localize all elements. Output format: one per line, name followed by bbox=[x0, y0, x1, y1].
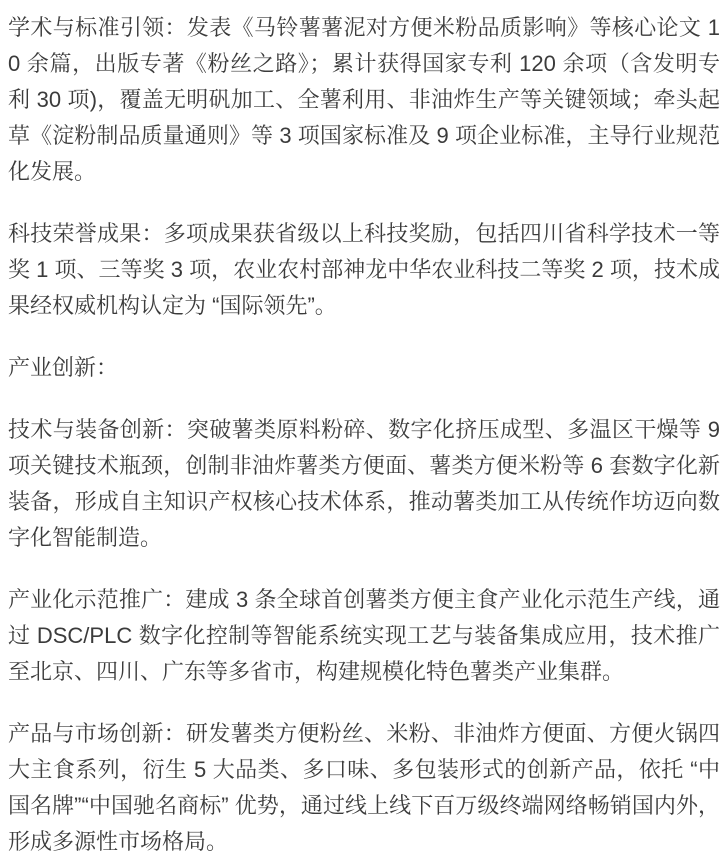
paragraph-tech-equipment-innovation: 技术与装备创新：突破薯类原料粉碎、数字化挤压成型、多温区干燥等 9 项关键技术瓶颈，创制非油炸薯类方便面、薯类方便米粉等 6 套数字化新装备，形成自主知识产权核心技术体系，推动薯类加工从传统作坊迈向数字化智能制造。 bbox=[8, 417, 720, 550]
paragraph-product-market-innovation: 产品与市场创新：研发薯类方便粉丝、米粉、非油炸方便面、方便火锅四大主食系列，衍生 5 大品类、多口味、多包装形式的创新产品，依托 “中国名牌”“中国驰名商标” 优势，通过线上线下百万级终端网络畅销国内外，形成多源性市场格局。 bbox=[8, 721, 720, 854]
paragraph-science-awards: 科技荣誉成果：多项成果获省级以上科技奖励，包括四川省科学技术一等奖 1 项、三等奖 3 项，农业农村部神龙中华农业科技二等奖 2 项，技术成果经权威机构认定为 “国际领先”。 bbox=[8, 221, 720, 318]
paragraph-industrialization-demo: 产业化示范推广：建成 3 条全球首创薯类方便主食产业化示范生产线，通过 DSC/PLC 数字化控制等智能系统实现工艺与装备集成应用，技术推广至北京、四川、广东等多省市，构建规模化特色薯类产业集群。 bbox=[8, 587, 720, 684]
paragraph-industry-innovation-heading: 产业创新： bbox=[8, 355, 119, 380]
paragraph-academic-standards: 学术与标准引领：发表《马铃薯薯泥对方便米粉品质影响》等核心论文 10 余篇，出版专著《粉丝之路》；累计获得国家专利 120 余项（含发明专利 30 项)，覆盖无明矾加工、全薯利用、非油炸生产等关键领域；牵头起草《淀粉制品质量通则》等 3 项国家标准及 9 项企业标准，主导行业规范化发展。 bbox=[8, 15, 720, 184]
